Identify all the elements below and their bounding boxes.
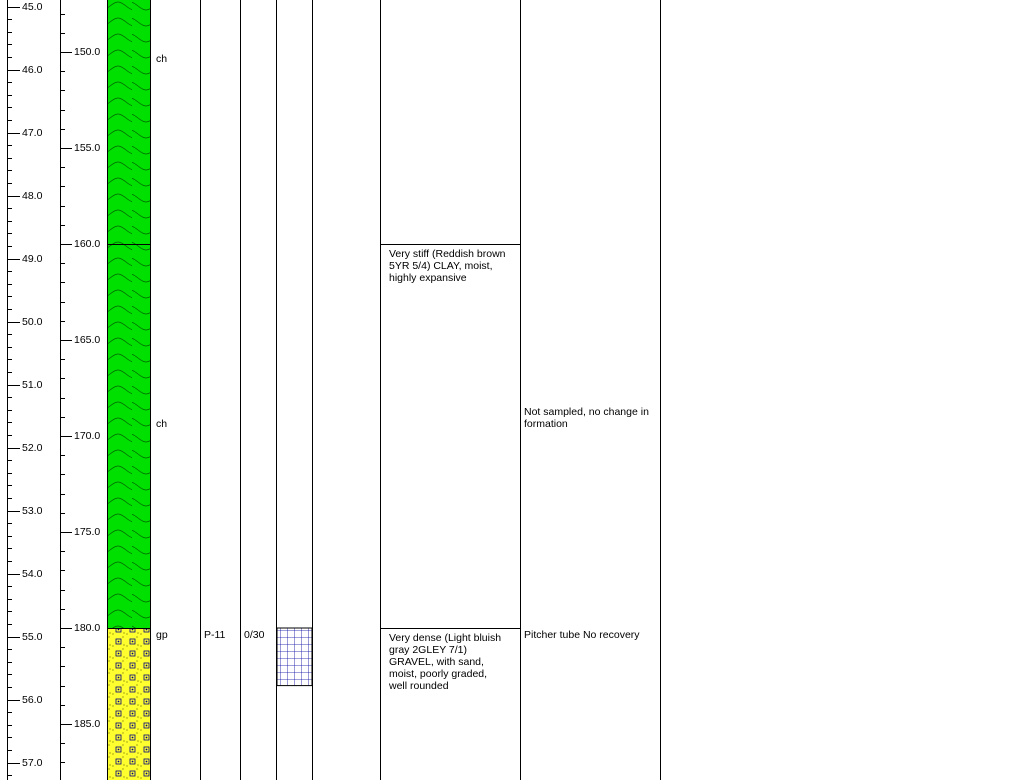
depth-m-label: 53.0 — [22, 504, 43, 517]
stratum-ch — [107, 244, 150, 628]
depth-ft-label: 180.0 — [74, 621, 101, 634]
remark-text: Pitcher tube No recovery — [524, 629, 640, 641]
sample-interval — [277, 628, 312, 686]
depth-ft-label: 160.0 — [74, 237, 101, 250]
sample-blows: 0/30 — [244, 629, 265, 641]
depth-m-label: 50.0 — [22, 315, 43, 328]
depth-m-label: 57.0 — [22, 756, 43, 769]
depth-ft-label: 185.0 — [74, 717, 101, 730]
depth-m-label: 51.0 — [22, 378, 43, 391]
depth-m-label: 45.0 — [22, 0, 43, 13]
depth-ft-label: 165.0 — [74, 333, 101, 346]
depth-m-label: 46.0 — [22, 63, 43, 76]
sample-id: P-11 — [204, 629, 226, 641]
depth-ft-label: 150.0 — [74, 45, 101, 58]
depth-m-label: 49.0 — [22, 252, 43, 265]
uscs-label: ch — [156, 53, 168, 65]
column-dividers — [8, 0, 661, 780]
depth-m-label: 48.0 — [22, 189, 43, 202]
uscs-label: gp — [156, 629, 168, 641]
description-dividers — [380, 245, 520, 629]
material-description: Very stiff (Reddish brown 5YR 5/4) CLAY, moist, highly expansive — [389, 248, 506, 284]
strata-column — [107, 0, 151, 780]
uscs-label: ch — [156, 418, 168, 430]
depth-m-label: 47.0 — [22, 126, 43, 139]
depth-ft-label: 170.0 — [74, 429, 101, 442]
sample-column — [277, 628, 312, 686]
stratum-ch — [107, 0, 150, 244]
depth-m-label: 56.0 — [22, 693, 43, 706]
depth-ft-label: 175.0 — [74, 525, 101, 538]
remark-text: Not sampled, no change in formation — [524, 406, 649, 430]
depth-m-label: 55.0 — [22, 630, 43, 643]
stratum-gp — [107, 628, 150, 780]
depth-m-label: 54.0 — [22, 567, 43, 580]
material-description: Very dense (Light bluish gray 2GLEY 7/1) GRAVEL, with sand, moist, poorly graded, well rounded — [389, 632, 502, 692]
depth-ft-label: 155.0 — [74, 141, 101, 154]
depth-ticks — [7, 8, 72, 776]
depth-m-label: 52.0 — [22, 441, 43, 454]
